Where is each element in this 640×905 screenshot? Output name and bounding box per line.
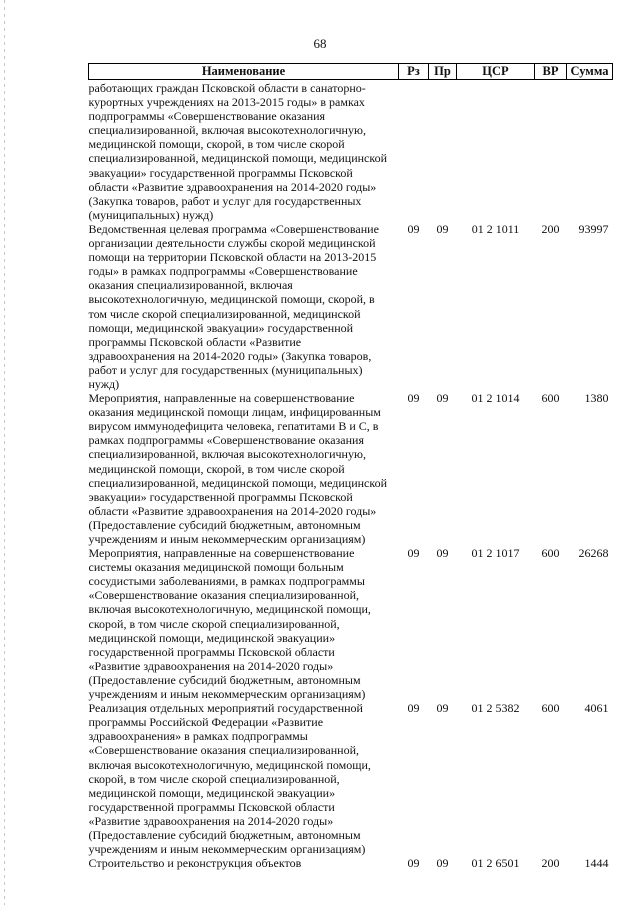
row-name: Мероприятия, направленные на совершенствование системы оказания медицинской помощи больным сосудистыми заболеваниями, в рамках подпрограммы «Совершенствование оказания специализированной, включая высокотехнологичную, медицинской помощи, скорой, в том числе скорой специализированной, медицинской помощи, медицинской эвакуации» государственной программы Псковской области «Развитие здравоохранения на 2014-2020 годы» (Предоставление субсидий бюджетным, автономным учреждениям и иным некоммерческим организациям) [88, 546, 371, 702]
row-sum: 93997 [578, 221, 609, 236]
row-pr: 09 [436, 221, 449, 236]
header-rz: Рз [399, 64, 429, 80]
row-vr: 200 [541, 221, 560, 236]
row-rz: 09 [407, 546, 420, 561]
row-vr: 600 [541, 701, 560, 716]
row-name: Реализация отдельных мероприятий государственной программы Российской Федерации «Развитие здравоохранения» в рамках подпрограммы «Совершенствование оказания специализированной, включая высокотехнологичную, медицинской помощи, скорой, в том числе скорой специализированной, медицинской помощи, медицинской эвакуации» государственной программы Псковской области «Развитие здравоохранения на 2014-2020 годы» (Предоставление субсидий бюджетным, автономным учреждениям и иным некоммерческим организациям) [88, 701, 371, 857]
table-row [89, 80, 613, 222]
row-csr: 01 2 1011 [471, 221, 520, 236]
header-row [89, 64, 613, 80]
table-row [89, 856, 613, 870]
row-vr [535, 80, 567, 222]
row-name: работающих граждан Псковской области в санаторно-курортных учреждениях на 2013-2015 годы» в рамках подпрограммы «Совершенствование оказания специализированной, включая высокотехнологичную, медицинской помощи, скорой, в том числе скорой специализированной, медицинской помощи, медицинской эвакуации» государственной программы Псковской области «Развитие здравоохранения на 2014-2020 годы» (Закупка товаров, работ и услуг для государственных (муниципальных) нужд) [88, 81, 388, 222]
row-sum: 1380 [584, 391, 609, 406]
row-sum: 26268 [578, 546, 609, 561]
row-csr: 01 2 1017 [471, 546, 520, 561]
budget-table [88, 63, 613, 870]
table-body [89, 80, 613, 871]
table-row [89, 701, 613, 856]
row-vr: 600 [541, 546, 560, 561]
row-csr: 01 2 5382 [471, 701, 520, 716]
row-rz: 09 [407, 221, 420, 236]
row-rz: 09 [407, 391, 420, 406]
header-vr: ВР [535, 64, 567, 80]
header-sum: Сумма [567, 64, 613, 80]
table-row [89, 391, 613, 546]
row-csr: 01 2 6501 [471, 856, 520, 871]
row-pr: 09 [436, 546, 449, 561]
row-rz: 09 [407, 701, 420, 716]
row-name: Ведомственная целевая программа «Совершенствование организации деятельности службы скорой медицинской помощи на территории Псковской области на 2013-2015 годы» в рамках подпрограммы «Совершенствование оказания специализированной, включая высокотехнологичную, медицинской помощи, скорой, в том числе скорой специализированной, медицинской помощи, медицинской эвакуации» государственной программы Псковской области «Развитие здравоохранения на 2014-2020 годы» (Закупка товаров, работ и услуг для государственных (муниципальных) нужд) [88, 221, 379, 391]
table-row [89, 222, 613, 391]
row-sum: 4061 [584, 701, 609, 716]
row-sum: 1444 [584, 856, 609, 871]
table-header [89, 64, 613, 80]
header-name: Наименование [89, 64, 399, 80]
row-sum [567, 80, 613, 222]
row-name: Строительство и реконструкция объектов [88, 856, 302, 871]
row-pr [429, 80, 457, 222]
scan-edge-mark [4, 0, 5, 905]
row-vr: 600 [541, 391, 560, 406]
row-pr: 09 [436, 856, 449, 871]
row-csr: 01 2 1014 [471, 391, 520, 406]
table-row [89, 546, 613, 701]
row-rz: 09 [407, 856, 420, 871]
header-pr: Пр [429, 64, 457, 80]
row-rz [399, 80, 429, 222]
row-pr: 09 [436, 701, 449, 716]
row-vr: 200 [541, 856, 560, 871]
row-name: Мероприятия, направленные на совершенствование оказания медицинской помощи лицам, инфицированным вирусом иммунодефицита человека, гепатитами В и С, в рамках подпрограммы «Совершенствование оказания специализированной, включая высокотехнологичную, медицинской помощи, скорой, в том числе скорой специализированной, медицинской помощи, медицинской эвакуации» государственной программы Псковской области «Развитие здравоохранения на 2014-2020 годы» (Предоставление субсидий бюджетным, автономным учреждениям и иным некоммерческим организациям) [88, 391, 388, 546]
page-number: 68 [313, 36, 327, 51]
header-csr: ЦСР [457, 64, 535, 80]
row-csr [457, 80, 535, 222]
row-pr: 09 [436, 391, 449, 406]
